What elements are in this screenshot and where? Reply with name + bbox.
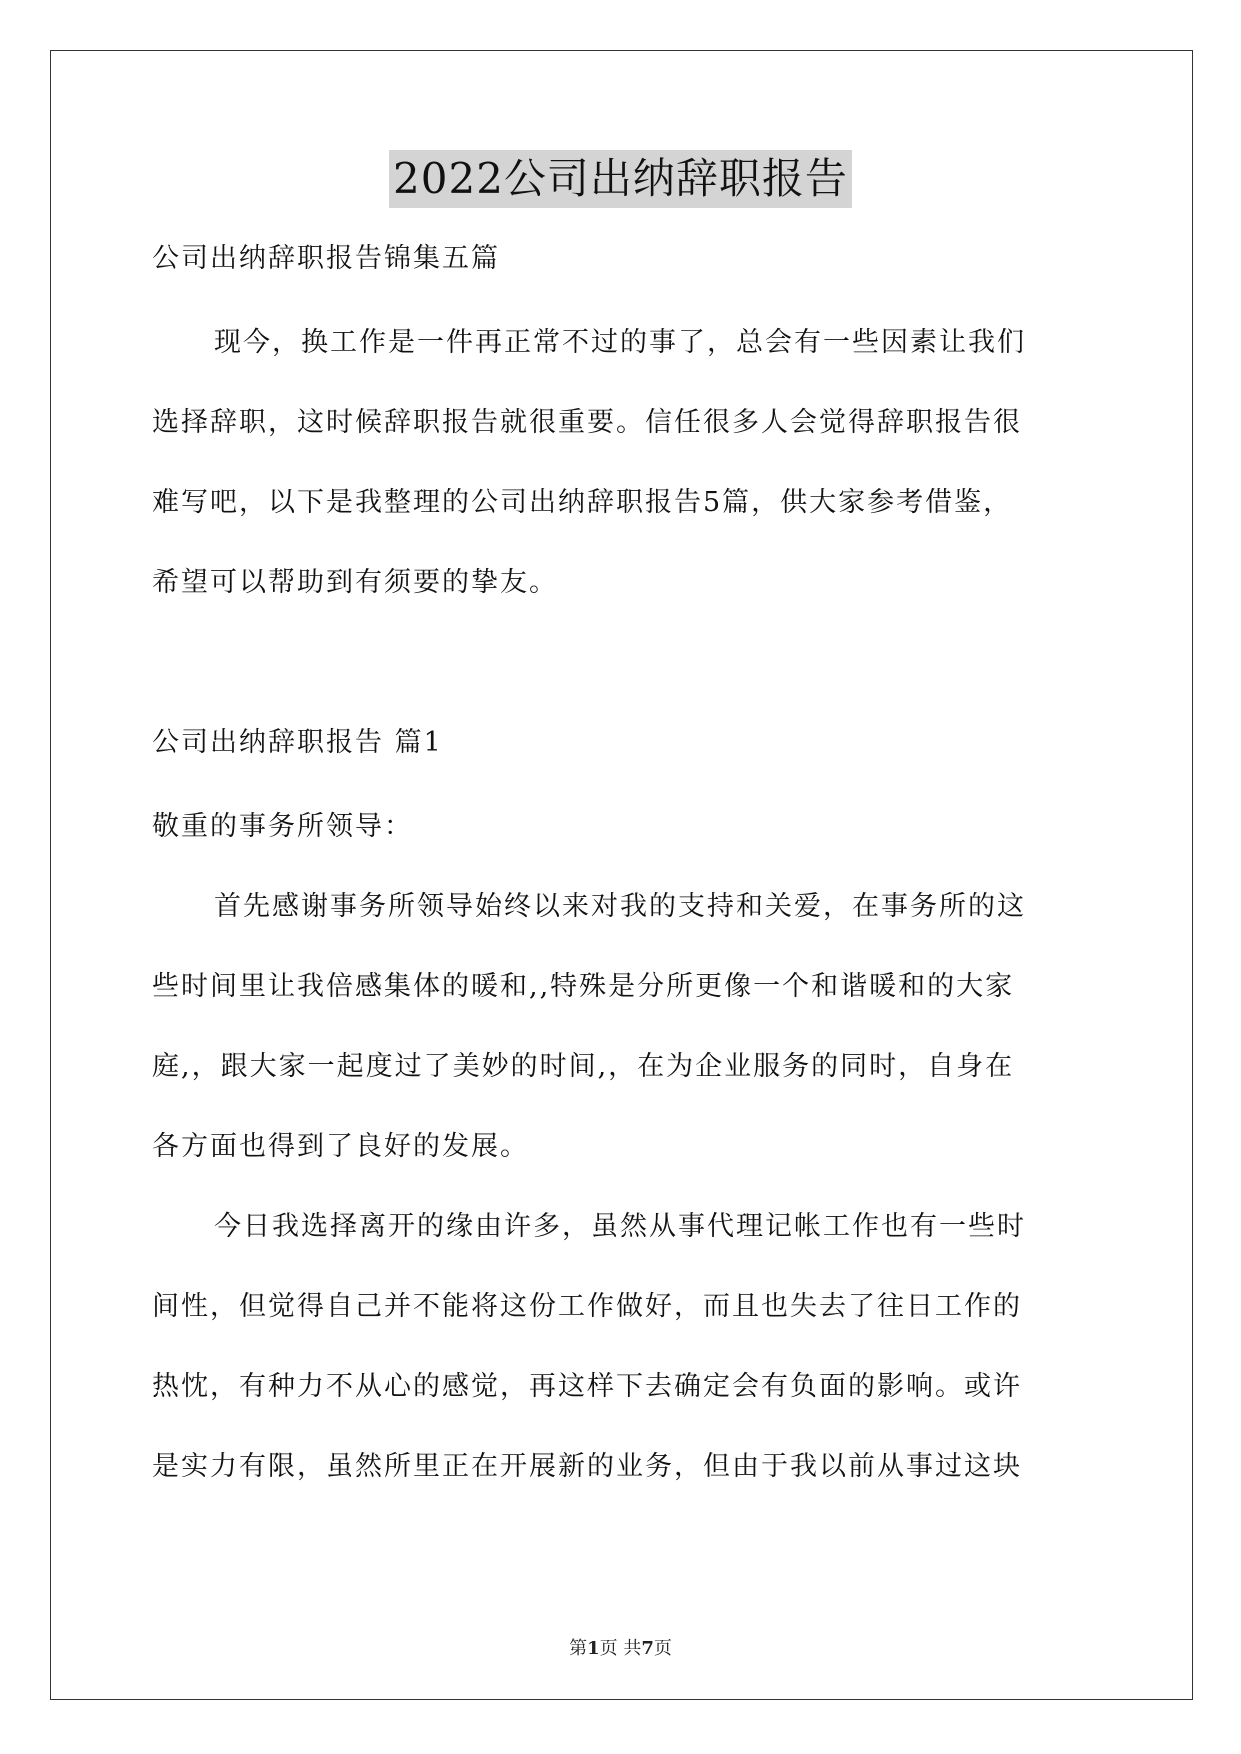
paragraph-line: 是实力有限，虽然所里正在开展新的业务，但由于我以前从事过这块 — [152, 1451, 1022, 1482]
page-current: 1 — [587, 1638, 600, 1659]
paragraph-line: 各方面也得到了良好的发展。 — [152, 1131, 529, 1162]
paragraph-line: 今日我选择离开的缘由许多，虽然从事代理记帐工作也有一些时 — [214, 1211, 1026, 1242]
paragraph-line: 些时间里让我倍感集体的暖和,,特殊是分所更像一个和谐暖和的大家 — [152, 971, 1015, 1002]
paragraph-line: 首先感谢事务所领导始终以来对我的支持和关爱，在事务所的这 — [214, 891, 1026, 922]
section-gap — [152, 636, 1092, 720]
section-heading: 公司出纳辞职报告 篇1 — [152, 727, 443, 758]
title-container — [0, 150, 1241, 208]
paragraph-line: 热忱，有种力不从心的感觉，再这样下去确定会有负面的影响。或许 — [152, 1371, 1022, 1402]
intro-line: 选择辞职，这时候辞职报告就很重要。信任很多人会觉得辞职报告很 — [152, 407, 1022, 438]
intro-line: 希望可以帮助到有须要的挚友。 — [152, 567, 558, 598]
page-prefix: 第 — [569, 1638, 588, 1659]
intro-line: 难写吧，以下是我整理的公司出纳辞职报告5篇，供大家参考借鉴， — [152, 487, 1013, 518]
intro-line: 现今，换工作是一件再正常不过的事了，总会有一些因素让我们 — [214, 327, 1026, 358]
salutation: 敬重的事务所领导： — [152, 811, 413, 842]
paragraph-line: 庭,，跟大家一起度过了美妙的时间,，在为企业服务的同时，自身在 — [152, 1051, 1015, 1082]
document-body — [152, 236, 1092, 1524]
subtitle: 公司出纳辞职报告锦集五篇 — [152, 243, 500, 274]
page-total: 7 — [641, 1638, 654, 1659]
paragraph-line: 间性，但觉得自己并不能将这份工作做好，而且也失去了往日工作的 — [152, 1291, 1022, 1322]
page-suffix: 页 — [653, 1638, 672, 1659]
document-title: 2022公司出纳辞职报告 — [389, 150, 852, 208]
page-mid: 页 共 — [599, 1638, 642, 1659]
page-footer — [0, 1634, 1241, 1660]
